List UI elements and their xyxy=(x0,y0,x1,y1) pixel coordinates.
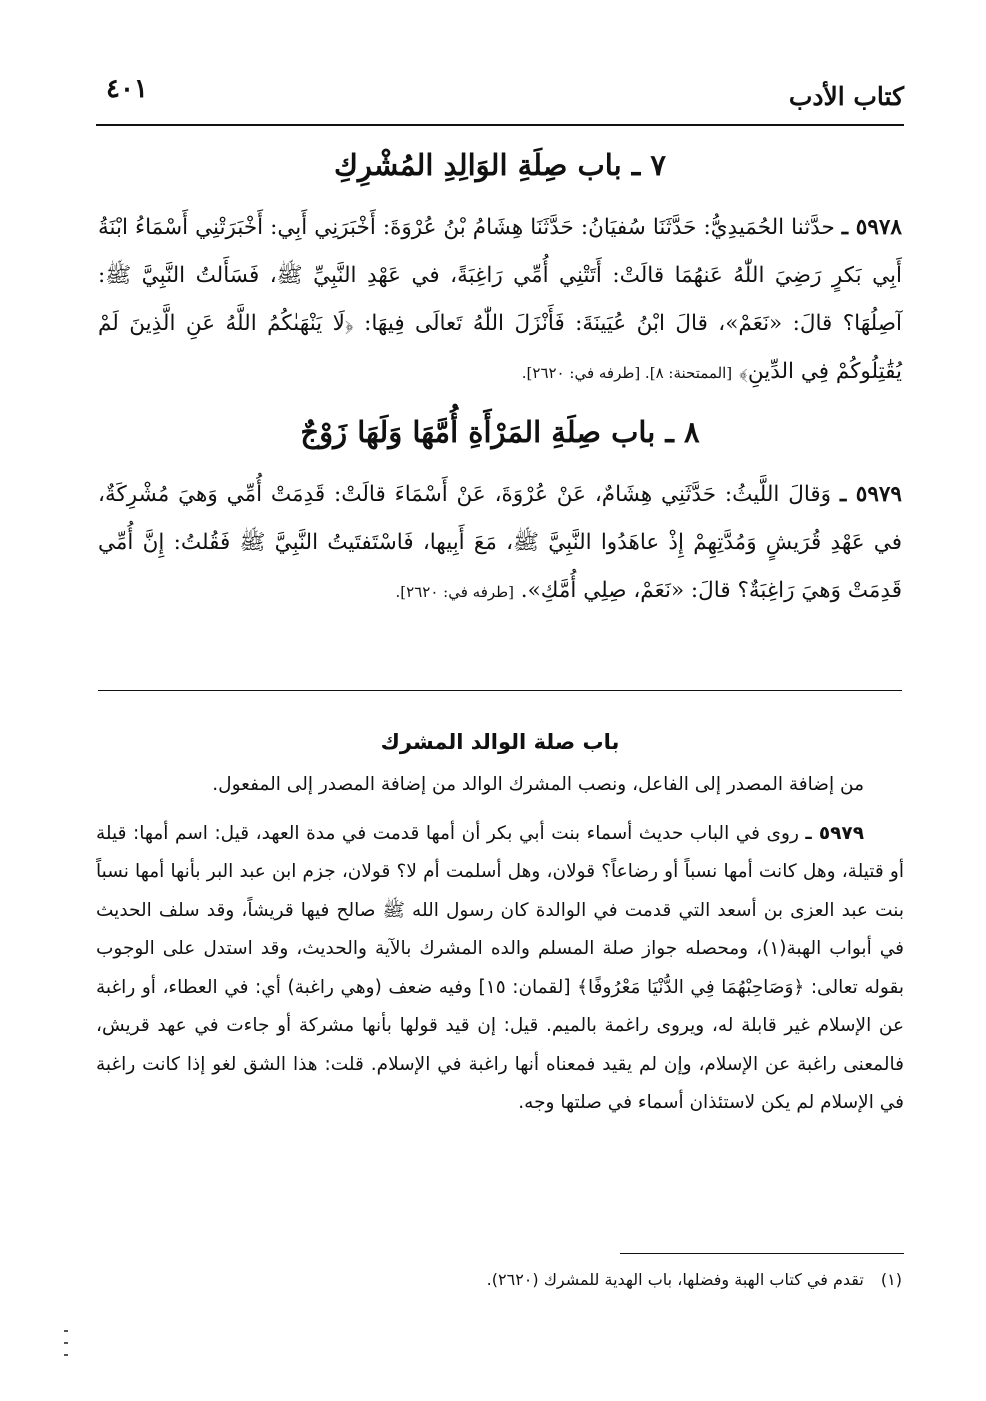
commentary-text: روى في الباب حديث أسماء بنت أبي بكر أن أمها قدمت في مدة العهد، قيل: اسم أمها: قيلة أو قتيلة، وهل كانت أمها نسباً أو رضاعاً؟ قولان، وهل أسلمت أم لا؟ قولان، جزم ابن عبد البر بأنها أمها نسباً بنت عبد العزى بن أسعد التي قدمت في الوالدة كان رسول الله ﷺ صالح فيها قريشاً، وقد سلف الحديث في أبواب الهبة(١)، ومحصله جواز صلة المسلم والده المشرك بالآية والحديث، وقد استدل على الوجوب بقوله تعالى: ﴿وَصَاحِبْهُمَا فِي الدُّنْيَا مَعْرُوفًا﴾ [لقمان: ١٥] وفيه ضعف (وهي راغبة) أي: في العطاء، أو راغبة عن الإسلام غير قابلة له، ويروى راغمة بالميم. قيل: إن قيد قولها بأنها مشركة أو جاءت في عهد قريش، فالمعنى راغبة عن الإسلام، وإن لم يقيد فمعناه أنها راغبة في الإسلام. قلت: هذا الشق لغو إذا كانت راغبة في الإسلام لم يكن لاستئذان أسماء في صلتها وجه. xyxy=(96,822,904,1113)
hadith-5979 xyxy=(98,471,902,616)
chapter-title-8: ٨ ـ باب صِلَةِ المَرْأَةِ أُمَّهَا وَلَهَا زَوْجٌ xyxy=(300,415,700,449)
margin-speck xyxy=(64,1354,68,1356)
margin-speck xyxy=(64,1330,68,1332)
hadith-5978 xyxy=(98,204,902,397)
hadith-number: ٥٩٧٨ ـ xyxy=(841,215,902,240)
footnote-mark: (١) xyxy=(880,1270,902,1289)
footnote-rule xyxy=(620,1253,904,1254)
book-title: كتاب الأدب xyxy=(788,82,904,111)
hadith-number: ٥٩٧٩ ـ xyxy=(839,482,902,507)
header-rule xyxy=(96,124,904,126)
footnote-text: تقدم في كتاب الهبة وفضلها، باب الهدية للمشرك (٢٦٢٠). xyxy=(486,1270,864,1289)
main-text xyxy=(98,138,902,624)
commentary-divider xyxy=(98,690,902,691)
hadith-reference: [الممتحنة: ٨]. [طرفه في: ٢٦٢٠]. xyxy=(521,364,733,382)
commentary-body xyxy=(96,815,904,1123)
hadith-text: وَقالَ اللَّيثُ: حَدَّثَنِي هِشَامٌ، عَنْ عُرْوَةَ، عَنْ أَسْمَاءَ قالَتْ: قَدِمَتْ أُمِّي وَهيَ مُشْرِكَةٌ، في عَهْدِ قُرَيشٍ وَمُدَّتِهِمْ إِذْ عاهَدُوا النَّبِيَّ ﷺ، مَعَ أَبِيها، فَاسْتَفتَيتُ النَّبِيَّ ﷺ فَقُلتُ: إِنَّ أُمِّي قَدِمَتْ وَهيَ رَاغِبَةٌ؟ قالَ: «نَعَمْ، صِلِي أُمَّكِ». xyxy=(98,482,902,603)
commentary-title: باب صلة الوالد المشرك xyxy=(380,730,620,754)
footnote xyxy=(98,1264,902,1296)
page-number: ٤٠١ xyxy=(106,74,148,104)
hadith-text: حدَّثنا الحُمَيدِيُّ: حَدَّثَنَا سُفيَانُ: حَدَّثَنَا هِشَامُ بْنُ عُرْوَةَ: أَخْبَرَنِي أَبِي: أَخْبَرَتْنِي أَسْمَاءُ ابْنَةُ أَبِي بَكرٍ رَضِيَ اللّٰهُ عَنهُمَا قالَتْ: أَتَتْنِي أُمِّي رَاغِبَةً، في عَهْدِ النَّبِيِّ ﷺ، فَسَأَلتُ النَّبِيَّ ﷺ: آصِلُهَا؟ قالَ: «نَعَمْ»، قالَ ابْنُ عُيَينَةَ: فَأَنْزَلَ اللّٰهُ تَعالَى فِيهَا: ﴿لَا يَنْهَىٰكُمُ اللَّهُ عَنِ الَّذِينَ لَمْ يُقَٰتِلُوكُمْ فِي الدِّينِ﴾ xyxy=(98,215,902,384)
running-header xyxy=(96,74,904,122)
hadith-reference: [طرفه في: ٢٦٢٠]. xyxy=(395,583,514,601)
chapter-title-7: ٧ ـ باب صِلَةِ الوَالِدِ المُشْرِكِ xyxy=(334,148,666,182)
commentary-section xyxy=(96,722,904,1133)
commentary-hadith-number: ٥٩٧٩ ـ xyxy=(805,822,864,844)
margin-speck xyxy=(64,1342,68,1344)
commentary-intro: من إضافة المصدر إلى الفاعل، ونصب المشرك الوالد من إضافة المصدر إلى المفعول. xyxy=(212,774,864,795)
